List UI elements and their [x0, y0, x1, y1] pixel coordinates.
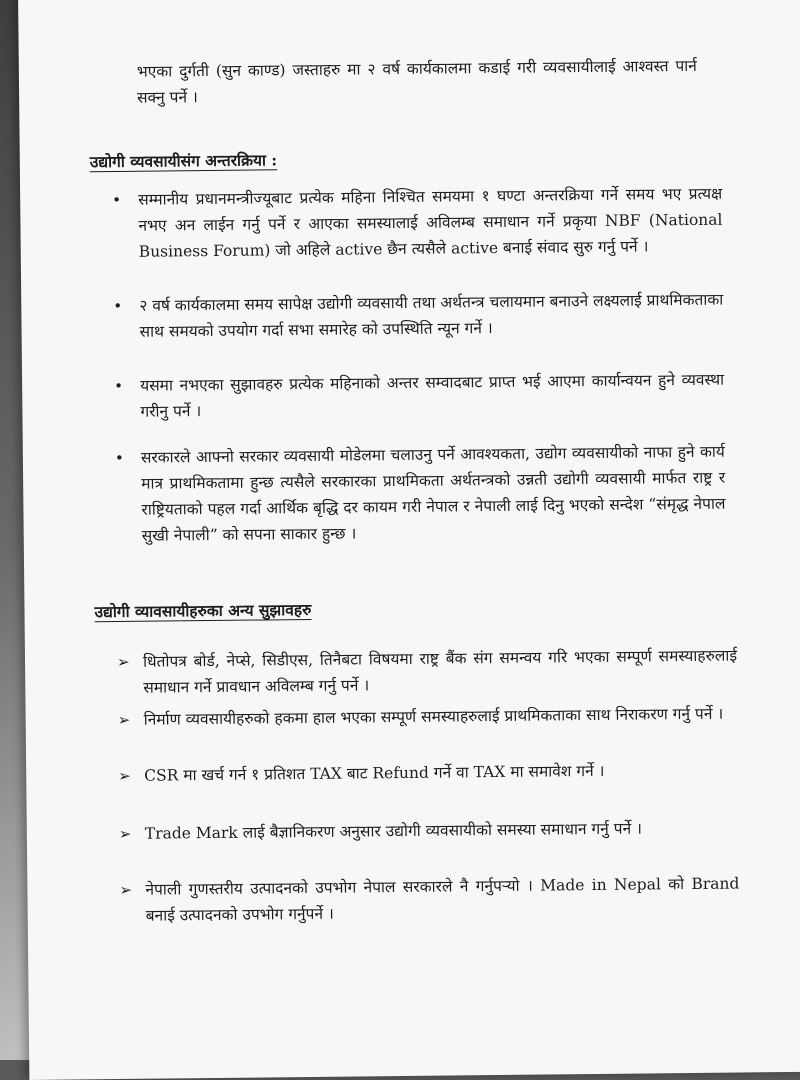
list-item	[119, 870, 740, 928]
arrow-bullet-icon: ➢	[116, 652, 130, 671]
list-item-text: यसमा नभएका सुझावहरु प्रत्येक महिनाको अन्तर सम्वादबाट प्राप्त भई आएमा कार्यान्वयन हुने व्यवस्था गरीनु पर्ने ।	[140, 370, 725, 421]
list-item-text: CSR मा खर्च गर्न १ प्रतिशत TAX बाट Refund गर्ने वा TAX मा समावेश गर्ने ।	[144, 761, 605, 785]
arrow-bullet-icon: ➢	[119, 880, 133, 899]
list-item	[118, 701, 738, 733]
list-item	[119, 814, 739, 846]
bullet-icon: •	[113, 296, 123, 316]
list-item	[118, 757, 738, 789]
bullet-icon: •	[112, 190, 122, 210]
list-item	[113, 287, 724, 345]
intro-paragraph: भएका दुर्गती (सुन काण्ड) जस्ताहरु मा २ वर्ष कार्यकालमा कडाई गरी व्यवसायीलाई आश्वस्त पार्न सक्नु पर्ने ।	[136, 56, 697, 107]
arrow-bullet-icon: ➢	[117, 710, 131, 729]
section-heading-suggestions: उद्योगी व्यावसायीहरुका अन्य सुझावहरु	[94, 599, 312, 622]
list-item-text: सम्मानीय प्रधानमन्त्रीज्यूबाट प्रत्येक महिना निश्चित समयमा १ घण्टा अन्तरक्रिया गर्ने समय भए प्रत्यक्ष नभए अन लाईन गर्नु पर्ने र आएका समस्यालाई अविलम्ब समाधान गर्ने प्रकृया NBF (National Business Forum) जो अहिले active छैन त्यसैले active बनाई संवाद सुरु गर्नु पर्ने ।	[138, 184, 723, 261]
arrow-bullet-icon: ➢	[118, 824, 132, 843]
arrow-bullet-icon: ➢	[118, 766, 131, 785]
list-item	[115, 439, 726, 549]
list-item-text: सरकारले आफ्नो सरकार व्यवसायी मोडेलमा चलाउनु पर्ने आवश्यकता, उद्योग व्यवसायीको नाफा हुने कार्य मात्र प्राथमिकतामा हुन्छ त्यसैले सरकारका प्राथमिकता अर्थतन्त्रको उन्नती उद्योगी व्यवसायी मार्फत राष्ट्र र राष्ट्रियताको पहल गर्दा आर्थिक बृद्धि दर कायम गरी नेपाल र नेपाली लाई दिनु भएको सन्देश “संमृद्ध नेपाल सुखी नेपाली” को सपना साकार हुन्छ ।	[140, 442, 726, 545]
document-page	[18, 0, 800, 1080]
list-item-text: Trade Mark लाई बैज्ञानिकरण अनुसार उद्योगी व्यवसायीको समस्या समाधान गर्नु पर्ने ।	[144, 819, 643, 843]
list-item-text: धितोपत्र बोर्ड, नेप्से, सिडीएस, तिनैबटा विषयमा राष्ट्र बैंक संग समन्वय गरि भएका सम्पूर्ण समस्याहरुलाई समाधान गर्ने प्रावधान अविलम्ब गर्नु पर्ने ।	[142, 646, 738, 697]
list-item-text: निर्माण व्यवसायीहरुको हकमा हाल भएका सम्पूर्ण समस्याहरुलाई प्राथमिकताका साथ निराकरण गर्नु पर्ने ।	[143, 704, 724, 729]
list-item-text: २ वर्ष कार्यकालमा समय सापेक्ष उद्योगी व्यवसायी तथा अर्थतन्त्र चलायमान बनाउने लक्ष्यलाई प्राथमिकताका साथ समयको उपयोग गर्दा सभा समारेह को उपस्थिति न्यून गर्ने ।	[139, 290, 724, 341]
section-heading-interaction: उद्योगी व्यवसायीसंग अन्तरक्रिया :	[89, 150, 278, 172]
list-item	[112, 181, 723, 265]
bullet-icon: •	[114, 448, 124, 468]
list-item	[114, 367, 725, 425]
page-content	[18, 0, 800, 1050]
list-item-text: नेपाली गुणस्तरीय उत्पादनको उपभोग नेपाल सरकारले नै गर्नुपर्‍यो । Made in Nepal को Brand बनाई उत्पादनको उपभोग गर्नुपर्ने ।	[145, 874, 740, 925]
bullet-icon: •	[114, 376, 124, 396]
list-item	[117, 643, 738, 701]
